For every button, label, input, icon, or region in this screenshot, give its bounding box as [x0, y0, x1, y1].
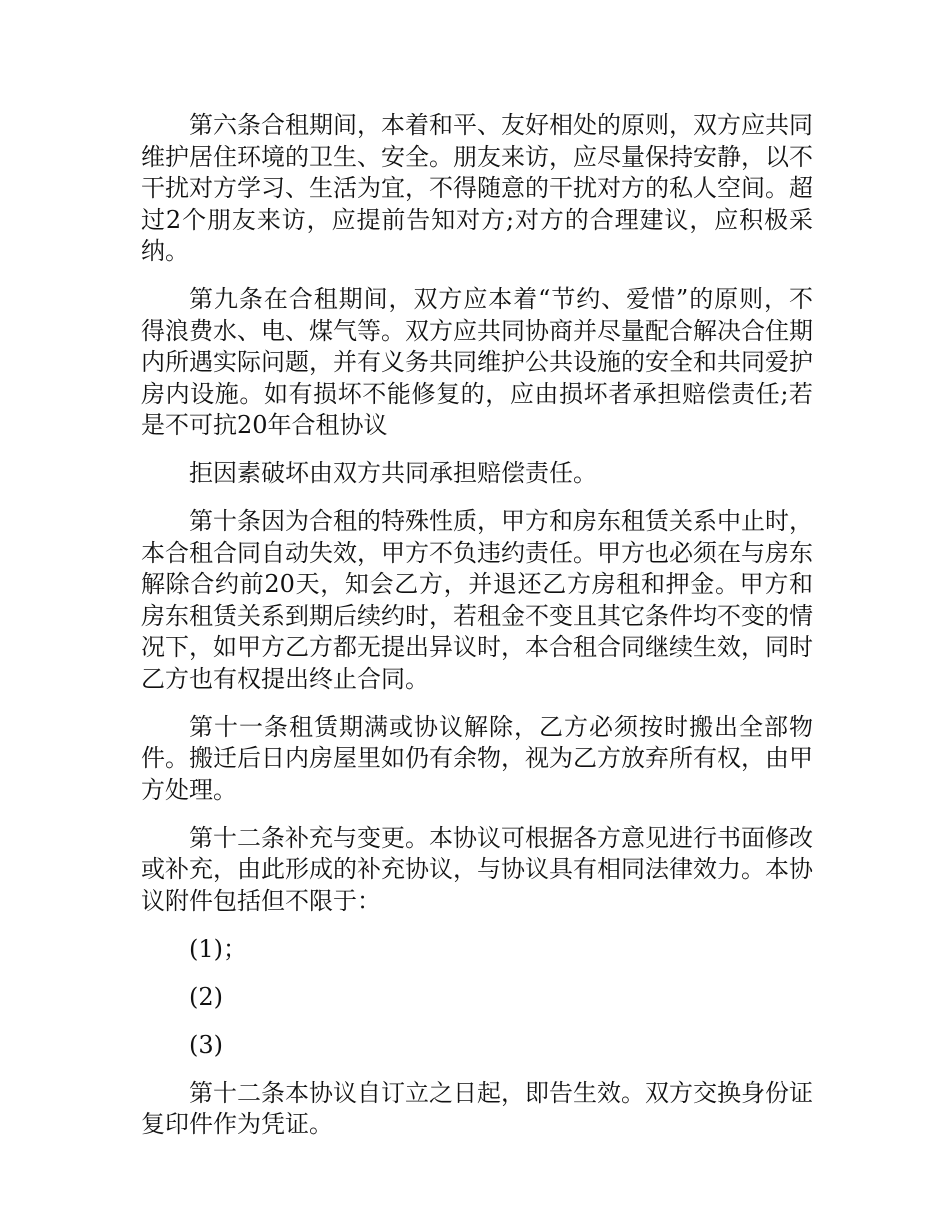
- attachment-item-1: (1)；: [189, 934, 247, 963]
- paragraph-article-12-supplement: 第十二条补充与变更。本协议可根据各方意见进行书面修改或补充，由此形成的补充协议，与协议具有相同法律效力。本协议附件包括但不限于：: [141, 823, 813, 915]
- document-body: [141, 110, 813, 1157]
- paragraph-article-12-effective: 第十二条本协议自订立之日起，即告生效。双方交换身份证复印件作为凭证。: [141, 1078, 813, 1138]
- paragraph-article-10: 第十条因为合租的特殊性质，甲方和房东租赁关系中止时，本合租合同自动失效，甲方不负违约责任。甲方也必须在与房东解除合约前20天，知会乙方，并退还乙方房租和押金。甲方和房东租赁关系到期后续约时，若租金不变且其它条件均不变的情况下，如甲方乙方都无提出异议时，本合租合同继续生效，同时乙方也有权提出终止合同。: [141, 507, 813, 693]
- attachment-item-3: (3): [189, 1030, 223, 1059]
- paragraph-article-11: 第十一条租赁期满或协议解除，乙方必须按时搬出全部物件。搬迁后日内房屋里如仍有余物，视为乙方放弃所有权，由甲方处理。: [141, 712, 813, 804]
- paragraph-article-6: 第六条合租期间，本着和平、友好相处的原则，双方应共同维护居住环境的卫生、安全。朋友来访，应尽量保持安静，以不干扰对方学习、生活为宜，不得随意的干扰对方的私人空间。超过2个朋友来访，应提前告知对方;对方的合理建议，应积极采纳。: [141, 111, 813, 265]
- paragraph-article-9: 第九条在合租期间，双方应本着“节约、爱惜”的原则，不得浪费水、电、煤气等。双方应共同协商并尽量配合解决合住期内所遇实际问题，并有义务共同维护公共设施的安全和共同爱护房内设施。如有损坏不能修复的，应由损坏者承担赔偿责任;若是不可抗20年合租协议: [141, 285, 813, 439]
- attachment-item-2: (2): [189, 982, 223, 1011]
- paragraph-article-9-continued: 拒因素破坏由双方共同承担赔偿责任。: [189, 459, 597, 487]
